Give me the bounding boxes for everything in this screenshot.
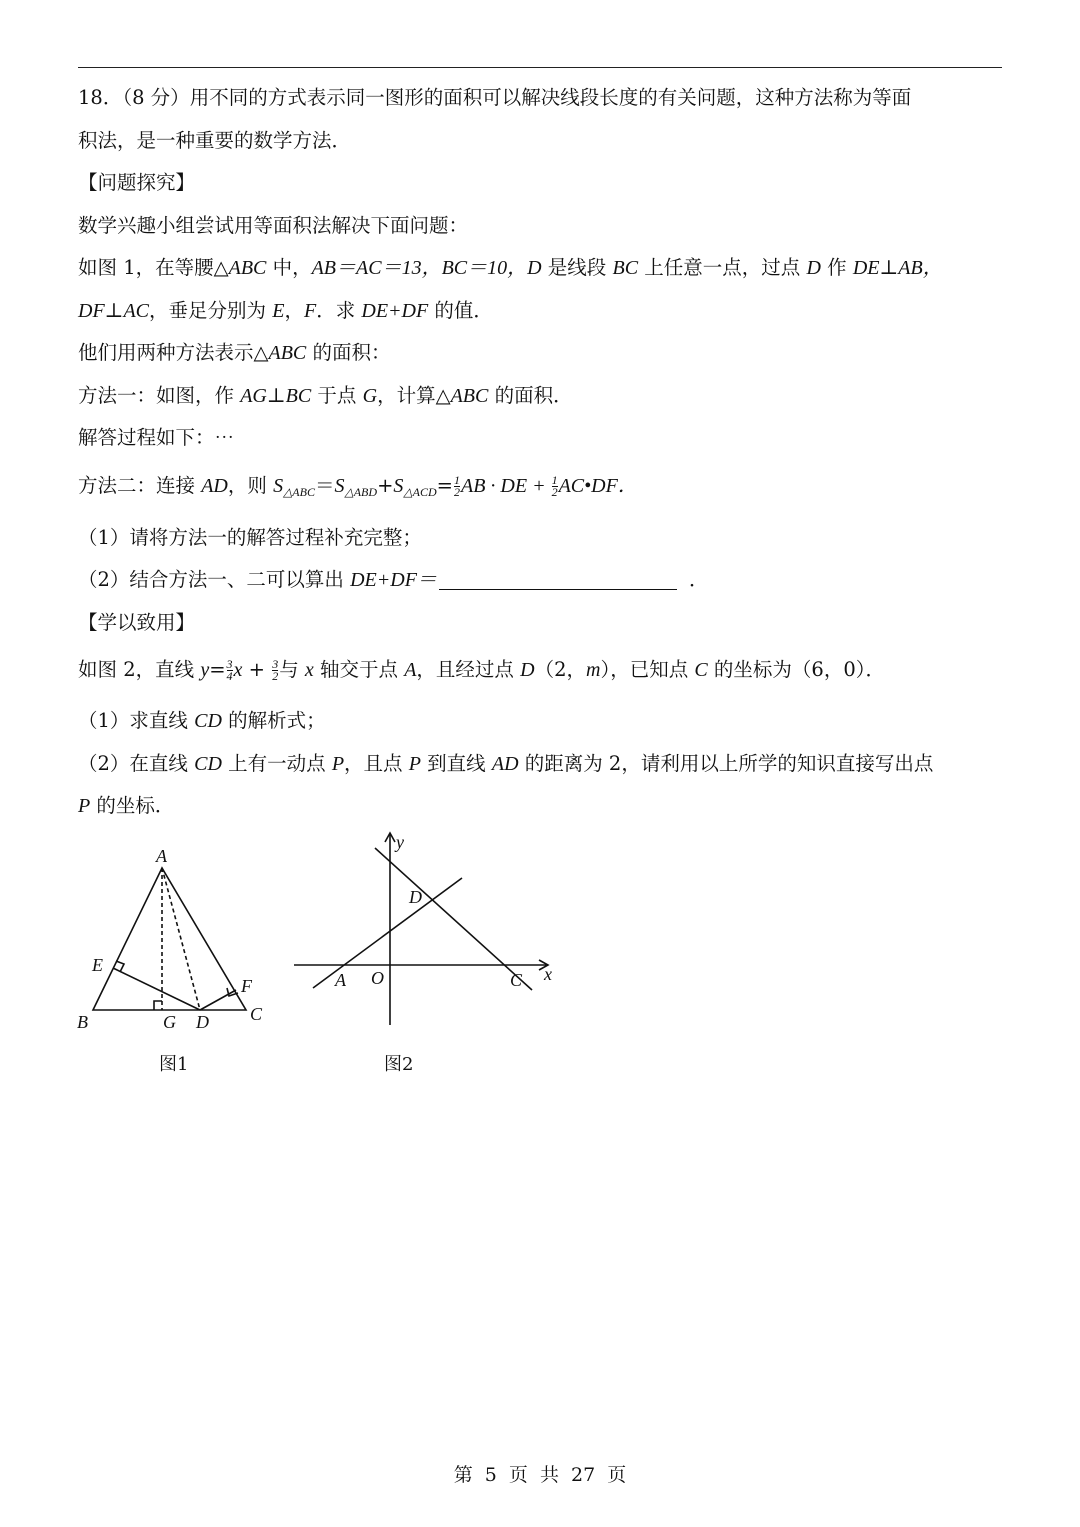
figure2-caption: 图2: [384, 1054, 414, 1075]
right-angle-g: [154, 1001, 162, 1010]
answer-blank[interactable]: [439, 569, 677, 590]
method1-line: 方法一：如图，作 AG⊥BC 于点 G，计算△ABC 的面积．: [78, 384, 573, 407]
solution-line: 解答过程如下：⋯: [78, 426, 235, 449]
fraction-half: $\frac{1}{2}$: [551, 473, 558, 499]
label-A: A: [335, 970, 346, 990]
fraction-intercept: $\frac{3}{2}$: [272, 657, 279, 683]
figure2-problem-line: 如图 2，直线 y= $\frac{3}{4}$ x + $\frac{3}{2}$ 与 x 轴交于点 A，且经过点 D（2，m），已知点 C 的坐标为（6，0）．: [78, 657, 885, 683]
line-cd: [375, 848, 532, 990]
section-problem-lead: 数学兴趣小组尝试用等面积法解决下面问题：: [78, 214, 469, 237]
header-rule: [78, 67, 1002, 68]
apply-subquestion-2-line2: P 的坐标．: [78, 794, 175, 817]
figure1-triangle: [70, 840, 280, 1035]
label-E: E: [92, 955, 103, 975]
question-intro-line2: 积法，是一种重要的数学方法．: [78, 129, 352, 152]
label-C: C: [510, 970, 523, 990]
question-intro-line1: 18．（8 分）用不同的方式表示同一图形的面积可以解决线段长度的有关问题，这种方法称为等面: [78, 86, 912, 109]
label-B: B: [77, 1012, 88, 1032]
subquestion-1: （1）请将方法一的解答过程补充完整；: [78, 526, 422, 549]
section-problem-explore-title: 【问题探究】: [78, 171, 196, 194]
page-footer: 第 5 页 共 27 页: [453, 1464, 627, 1486]
figure1-problem-line: 如图 1，在等腰△ABC 中，AB＝AC＝13，BC＝10，D 是线段 BC 上任意一点，过点 D 作 DE⊥AB，: [78, 256, 943, 279]
apply-subquestion-1: （1）求直线 CD 的解析式；: [78, 709, 326, 732]
triangle-abc: [93, 868, 246, 1010]
label-D: D: [196, 1012, 209, 1032]
label-F: F: [241, 976, 252, 996]
label-A: A: [156, 846, 167, 866]
figure1-problem-line2: DF⊥AC，垂足分别为 E，F．求 DE+DF 的值．: [78, 299, 493, 322]
segment-ad-dashed: [162, 868, 200, 1010]
label-D: D: [409, 887, 422, 907]
question-score: （8 分）: [122, 86, 190, 109]
figure2-coordinate-plane: [285, 825, 565, 1035]
axis-label-y: y: [396, 832, 404, 852]
label-C: C: [250, 1004, 263, 1024]
section-apply-title: 【学以致用】: [78, 611, 196, 634]
two-methods-line: 他们用两种方法表示△ABC 的面积：: [78, 341, 391, 364]
fraction-slope: $\frac{3}{4}$: [226, 657, 233, 683]
figure1-caption: 图1: [159, 1054, 189, 1075]
segment-df: [200, 990, 236, 1010]
segment-de: [113, 968, 200, 1010]
apply-subquestion-2: （2）在直线 CD 上有一动点 P，且点 P 到直线 AD 的距离为 2，请利用以上所学的知识直接写出点: [78, 752, 934, 775]
subquestion-2: （2）结合方法一、二可以算出 DE+DF＝ ．: [78, 568, 709, 591]
question-number: 18．: [78, 86, 123, 109]
axis-label-x: x: [544, 964, 552, 984]
fraction-half: $\frac{1}{2}$: [453, 473, 460, 499]
label-O: O: [371, 968, 384, 988]
method2-line: 方法二：连接 AD，则 $S_{\triangle ABC}=S_{\triangle ABD}+S_{\triangle ACD}=$ $\frac{1}{2}$ AB · DE + $\frac{1}{2}$ AC•DF．: [78, 473, 638, 499]
label-G: G: [163, 1012, 176, 1032]
